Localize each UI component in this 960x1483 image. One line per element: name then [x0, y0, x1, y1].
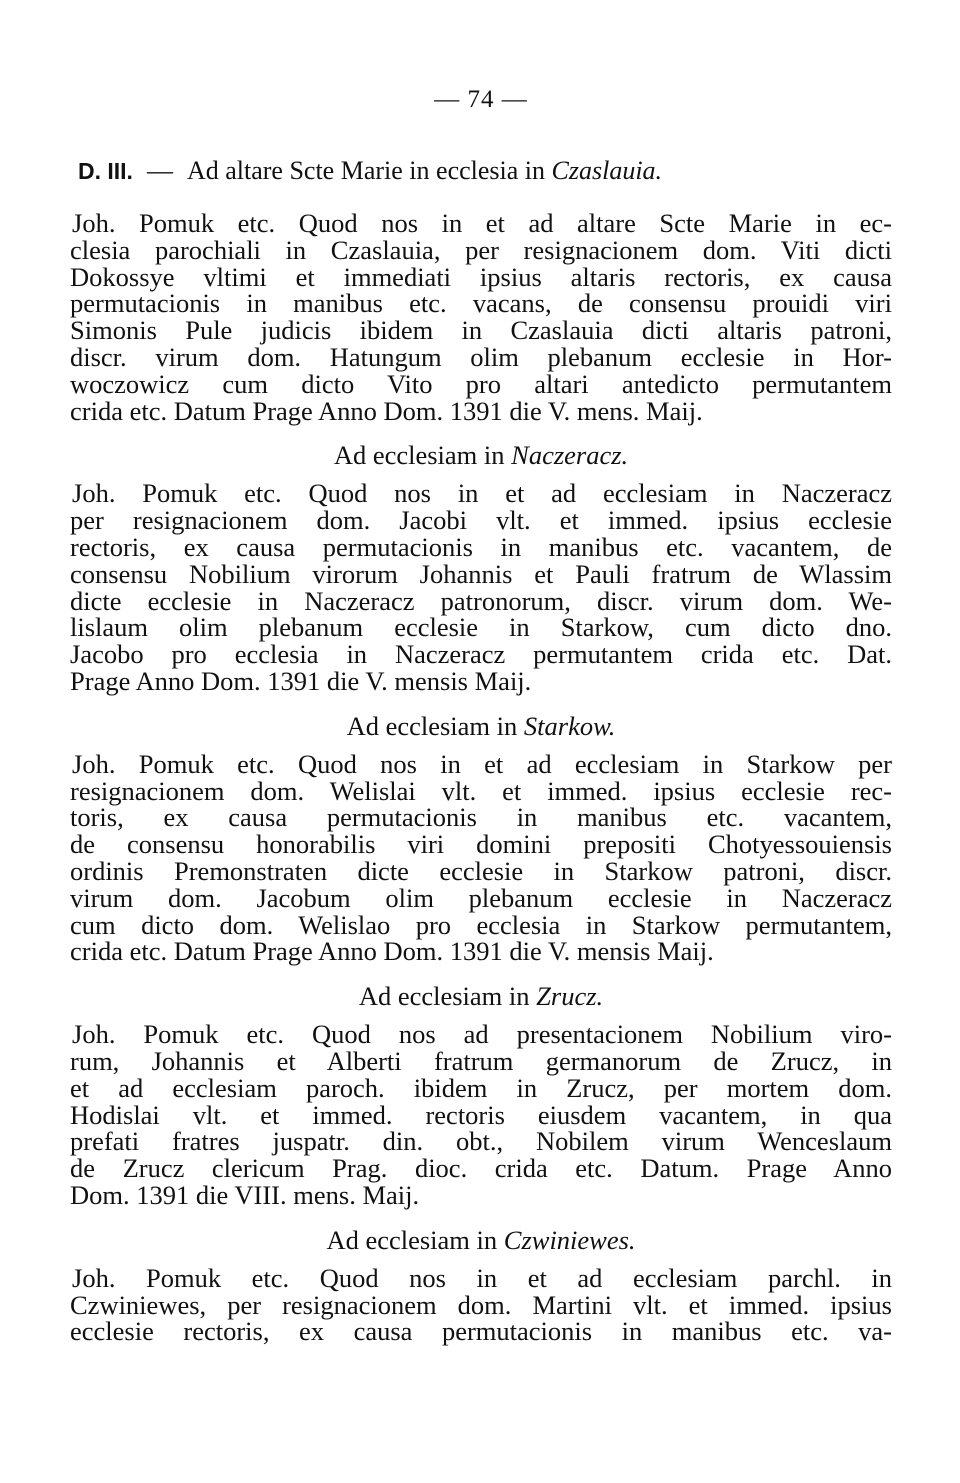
subheading-place: Naczeracz. [511, 440, 629, 471]
text-line: clesia parochiali in Czaslauia, per resignacionem dom. Viti dicti [70, 234, 892, 265]
text-line: cum dicto dom. Welislao pro ecclesia in Starkow permutantem, [70, 909, 892, 940]
text-line: Simonis Pule judicis ibidem in Czaslauia dicti altaris patroni, [70, 315, 892, 346]
entry-subheading [70, 981, 892, 1012]
document-page [70, 80, 892, 1345]
section-label: D. III. [78, 158, 133, 184]
entry-paragraph [70, 1021, 892, 1209]
text-line: discr. virum dom. Hatungum olim plebanum ecclesie in Hor- [70, 341, 892, 372]
text-line: rectoris, ex causa permutacionis in manibus etc. vacantem, de [70, 531, 892, 562]
text-line: Joh. Pomuk etc. Quod nos in et ad ecclesiam in Naczeracz [72, 478, 892, 509]
subheading-text: Ad ecclesiam in [326, 1224, 498, 1255]
entry-paragraph [70, 480, 892, 694]
text-line: Dokossye vltimi et immediati ipsius altaris rectoris, ex causa [70, 261, 892, 292]
subheading-place: Czwiniewes. [503, 1224, 636, 1255]
section-heading [70, 158, 892, 186]
text-line: Joh. Pomuk etc. Quod nos ad presentacionem Nobilium viro- [72, 1019, 892, 1050]
text-line: ordinis Premonstraten dicte ecclesie in Starkow patroni, discr. [70, 855, 892, 886]
entry-subheading [70, 440, 892, 471]
heading-place: Czaslauia. [551, 156, 663, 185]
text-line: toris, ex causa permutacionis in manibus etc. vacantem, [70, 802, 892, 833]
entry-paragraph [70, 210, 892, 424]
page-number: — 74 — [434, 86, 528, 113]
text-line: crida etc. Datum Prage Anno Dom. 1391 die V. mensis Maij. [70, 936, 714, 967]
entry-subheading [70, 1224, 892, 1255]
text-line: Dom. 1391 die VIII. mens. Maij. [70, 1179, 420, 1210]
text-line: prefati fratres juspatr. din. obt., Nobilem virum Wenceslaum [70, 1126, 892, 1157]
text-line: de consensu honorabilis viri domini prepositi Chotyessouiensis [70, 829, 892, 860]
entries [70, 210, 892, 1345]
text-line: Joh. Pomuk etc. Quod nos in et ad altare Scte Marie in ec- [72, 208, 892, 238]
text-line: rum, Johannis et Alberti fratrum germanorum de Zrucz, in [70, 1045, 892, 1076]
text-line: dicte ecclesie in Naczeracz patronorum, discr. virum dom. We- [70, 585, 892, 616]
text-line: Czwiniewes, per resignacionem dom. Martini vlt. et immed. ipsius [70, 1289, 892, 1320]
text-line: permutacionis in manibus etc. vacans, de consensu prouidi viri [70, 288, 892, 319]
text-line: per resignacionem dom. Jacobi vlt. et immed. ipsius ecclesie [70, 505, 892, 536]
text-line: lislaum olim plebanum ecclesie in Starkow, cum dicto dno. [70, 612, 892, 643]
entry-subheading [70, 710, 892, 741]
text-line: et ad ecclesiam paroch. ibidem in Zrucz, per mortem dom. [70, 1072, 892, 1103]
subheading-place: Starkow. [523, 710, 616, 741]
entry-paragraph [70, 1262, 892, 1347]
entry [70, 442, 892, 694]
text-line: Joh. Pomuk etc. Quod nos in et ad ecclesiam in Starkow per [72, 748, 892, 779]
text-line: Prage Anno Dom. 1391 die V. mensis Maij. [70, 665, 532, 696]
heading-text: Ad altare Scte Marie in ecclesia in [186, 156, 546, 185]
text-line: Hodislai vlt. et immed. rectoris eiusdem vacantem, in qua [70, 1099, 892, 1130]
entry [70, 710, 892, 967]
text-line: crida etc. Datum Prage Anno Dom. 1391 die V. mens. Maij. [70, 395, 703, 426]
entry [70, 1224, 892, 1347]
text-line: consensu Nobilium virorum Johannis et Pauli fratrum de Wlassim [70, 558, 892, 589]
text-line: resignacionem dom. Welislai vlt. et immed. ipsius ecclesie rec- [70, 775, 892, 806]
entry [70, 210, 892, 424]
text-line: woczowicz cum dicto Vito pro altari antedicto permutantem [70, 368, 892, 399]
text-line: Joh. Pomuk etc. Quod nos in et ad ecclesiam parchl. in [72, 1262, 892, 1293]
subheading-text: Ad ecclesiam in [358, 981, 530, 1012]
text-line: Jacobo pro ecclesia in Naczeracz permutantem crida etc. Dat. [70, 639, 892, 670]
entry [70, 983, 892, 1209]
heading-dash: — [146, 156, 173, 185]
entry-paragraph [70, 748, 892, 967]
text-line: virum dom. Jacobum olim plebanum ecclesie in Naczeracz [70, 882, 892, 913]
text-line: de Zrucz clericum Prag. dioc. crida etc. Datum. Prage Anno [70, 1153, 892, 1184]
subheading-text: Ad ecclesiam in [346, 710, 518, 741]
text-line: ecclesie rectoris, ex causa permutacionis in manibus etc. va- [70, 1316, 892, 1347]
subheading-place: Zrucz. [536, 981, 604, 1012]
subheading-text: Ad ecclesiam in [333, 440, 505, 471]
